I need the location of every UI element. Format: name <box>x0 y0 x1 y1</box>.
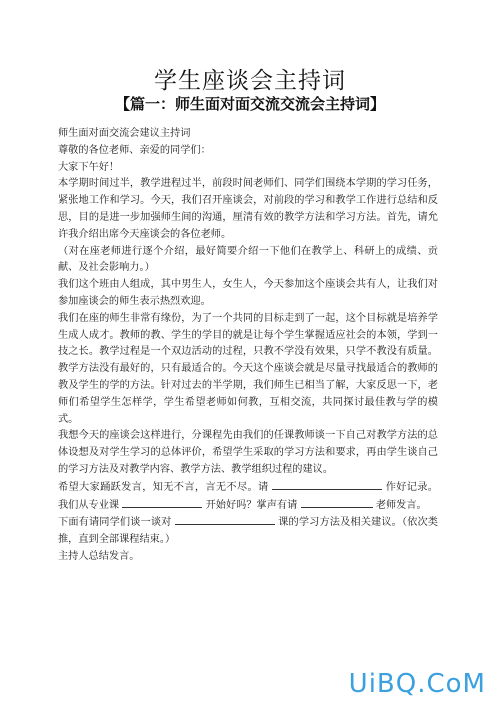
paragraph-intro: 本学期时间过半，教学进程过半，前段时间老师们、同学们围绕本学期的学习任务，紧张地工作和学习。今天，我们召开座谈会，对前段的学习和教学工作进行总结和反思，目的是进一步加强师生间的沟通，厘清有效的教学方法和学习方法。首先，请允许我介绍出席今天座谈会的各位老师。 <box>58 178 438 240</box>
fill-text-1d: 老师发言。 <box>375 499 427 511</box>
paragraph-heading: 师生面对面交流会建议主持词 <box>58 128 191 139</box>
paragraph-fill-in-2 <box>58 514 438 549</box>
paragraph-procedure: 我想今天的座谈会这样进行，分课程先由我们的任课教师谈一下自己对教学方法的总体设想及对学生学习的总体评价，希望学生采取的学习方法和要求，再由学生谈自己的学习方法及对教学内容、教学方法、教学组织过程的建议。 <box>58 430 438 475</box>
site-watermark-logo: UiBQ.CoM <box>348 669 486 699</box>
paragraph-closing: 主持人总结发言。 <box>58 550 140 562</box>
blank-line <box>175 514 275 525</box>
paragraph-greeting: 大家下午好！ <box>58 161 120 173</box>
document-subtitle: 【篇一：师生面对面交流交流会主持词】 <box>114 95 385 113</box>
blank-line <box>272 479 382 490</box>
fill-text-1a: 希望大家踊跃发言，知无不言，言无不尽。请 <box>58 481 269 493</box>
paragraph-fill-in-1 <box>58 479 438 515</box>
paragraph-purpose: 我们在座的师生非常有缘份，为了一个共同的目标走到了一起，这个目标就是培养学生成人成才。教师的教、学生的学目的就是让每个学生掌握适应社会的本领，学到一技之长。教学过程是一个双边活动的过程，只教不学没有效果，只学不教没有质量。教学方法没有最好的，只有最适合的。今天这个座谈会就是尽量寻找最适合的教师的教及学生的学的方法。针对过去的半学期，我们师生已相当了解，大家反思一下，老师们希望学生怎样学，学生希望老师如何教，互相交流，共同探讨最佳教与学的模式。 <box>58 312 438 425</box>
paragraph-salutation: 尊敬的各位老师、亲爱的同学们： <box>58 144 211 156</box>
blank-line <box>301 497 373 508</box>
document-title: 学生座谈会主持词 <box>154 68 346 94</box>
fill-text-1b: 作好记录。我们从专业课 <box>58 481 438 511</box>
document-body <box>58 126 438 566</box>
fill-text-1c: 开始好吗？掌声有请 <box>205 499 298 511</box>
paragraph-class-composition: 我们这个班由人组成，其中男生人，女生人，今天参加这个座谈会共有人，让我们对参加座谈会的师生表示热烈欢迎。 <box>58 279 438 307</box>
paragraph-teacher-intro-note: （对在座老师进行逐个介绍，最好简要介绍一下他们在教学上、科研上的成绩、贡献、及社会影响力。） <box>58 245 438 274</box>
fill-text-2b: 课的学习方法及相关建议。（依次类推，直到全部课程结束。） <box>58 517 438 546</box>
blank-line <box>122 497 202 508</box>
fill-text-2a: 下面有请同学们谈一谈对 <box>58 517 172 529</box>
